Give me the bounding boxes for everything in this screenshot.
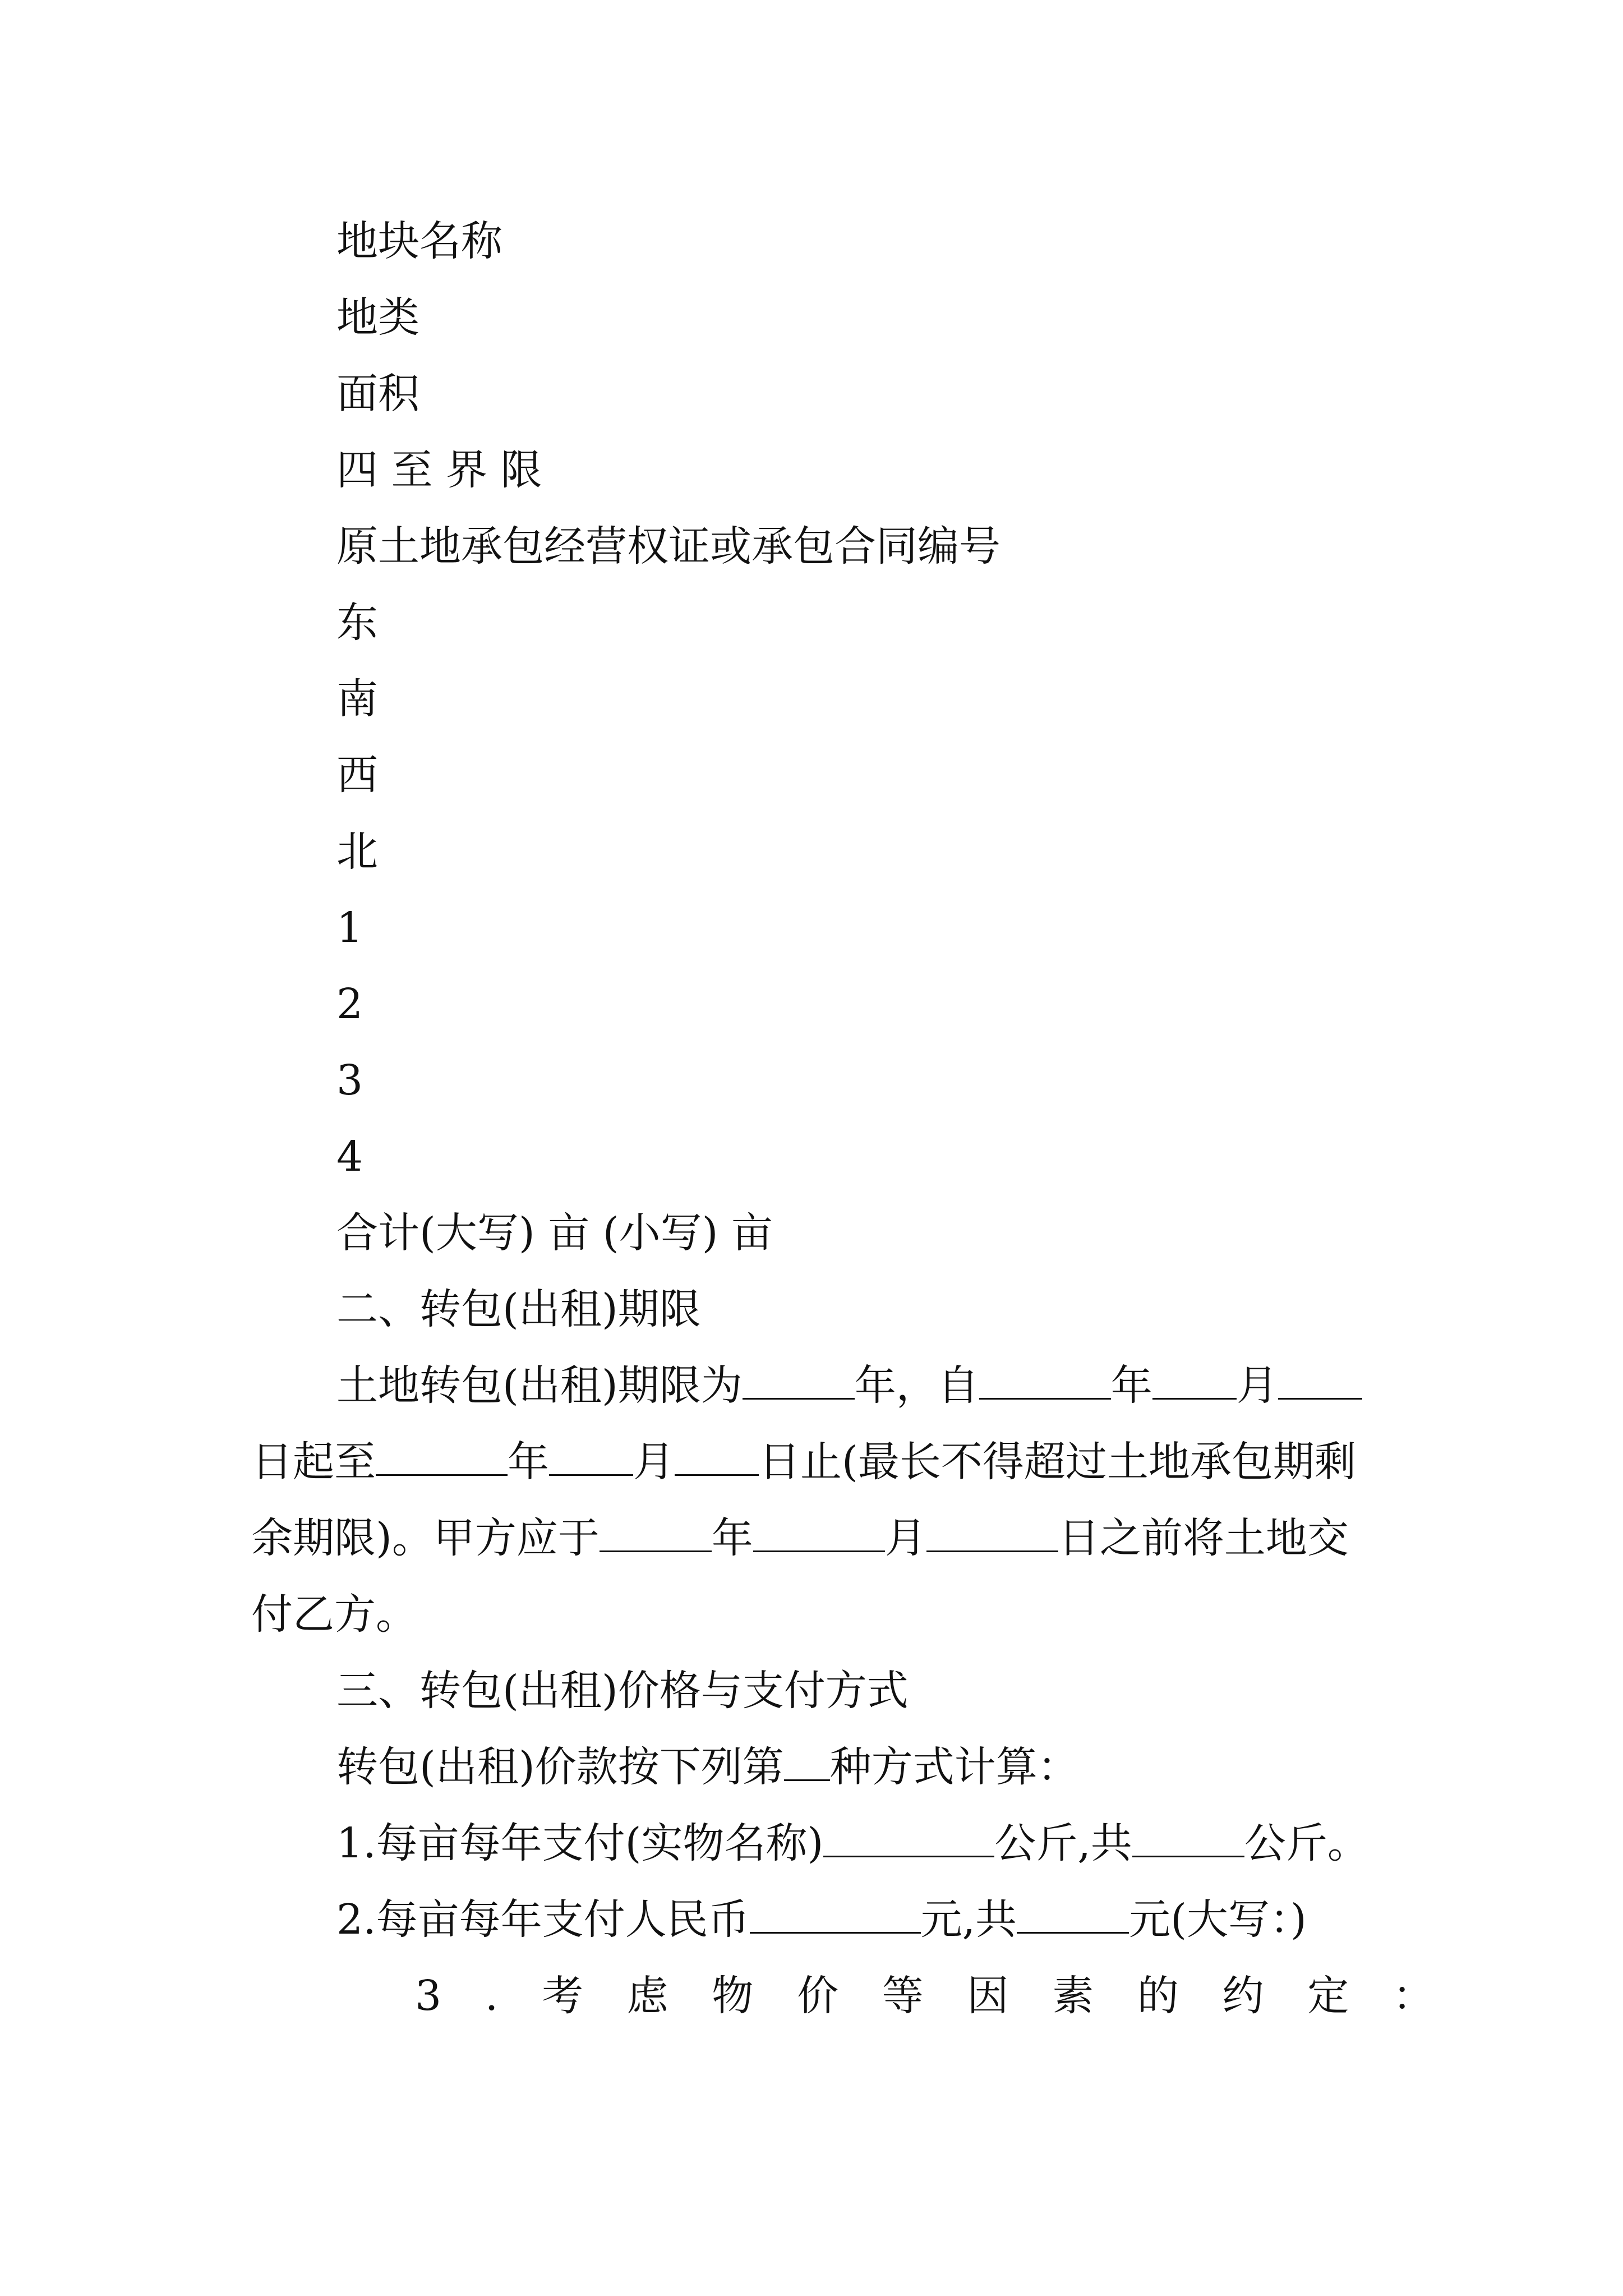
blank-delivery-month[interactable] xyxy=(753,1516,885,1552)
intro-text-b: 种方式计算： xyxy=(829,1743,1079,1791)
blank-delivery-year[interactable] xyxy=(600,1516,712,1552)
term-text-month-2: 月 xyxy=(633,1438,675,1486)
boundary-north: 北 xyxy=(336,827,378,876)
blank-kind-total[interactable] xyxy=(1132,1821,1244,1857)
blank-rmb-total[interactable] xyxy=(1017,1897,1129,1934)
total-area: 合计(大写) 亩 (小写) 亩 xyxy=(336,1209,773,1257)
field-boundaries: 四 至 界 限 xyxy=(336,446,542,494)
section3-item1 xyxy=(336,1815,1369,1871)
section3-item2 xyxy=(336,1892,1307,1948)
section3-intro xyxy=(336,1739,1079,1795)
row-number-2: 2 xyxy=(336,980,363,1028)
boundary-south: 南 xyxy=(336,675,378,723)
term-text-year: 年 xyxy=(1110,1361,1152,1410)
section2-heading: 二、转包(出租)期限 xyxy=(336,1285,701,1333)
item2-text-c: 元(大写：) xyxy=(1129,1895,1307,1944)
term-text-month-3: 月 xyxy=(884,1514,926,1562)
blank-end-month[interactable] xyxy=(549,1439,633,1476)
section3-heading: 三、转包(出租)价格与支付方式 xyxy=(336,1667,909,1715)
blank-start-day[interactable] xyxy=(1278,1363,1362,1400)
term-text-limit: 日止(最长不得超过土地承包期剩 xyxy=(759,1438,1356,1486)
row-number-3: 3 xyxy=(336,1056,363,1105)
term-text-day-to: 日起至 xyxy=(251,1438,376,1486)
section3-item3: 3.考虑物价等因素的约定： xyxy=(415,1972,1478,2020)
blank-start-month[interactable] xyxy=(1152,1363,1237,1400)
blank-end-day[interactable] xyxy=(675,1439,759,1476)
field-area: 面积 xyxy=(336,370,419,418)
term-text-delivery: 余期限)。甲方应于 xyxy=(251,1514,600,1562)
item1-text-a: 1.每亩每年支付(实物名称) xyxy=(336,1819,824,1867)
field-plot-name: 地块名称 xyxy=(336,217,502,265)
field-land-type: 地类 xyxy=(336,293,419,342)
term-text-year-3: 年 xyxy=(711,1514,753,1562)
field-cert-number: 原土地承包经营权证或承包合同编号 xyxy=(336,522,1000,570)
boundary-west: 西 xyxy=(336,751,378,799)
section2-paragraph-line1 xyxy=(336,1358,1362,1414)
term-text-month: 月 xyxy=(1236,1361,1278,1410)
item2-text-a: 2.每亩每年支付人民币 xyxy=(336,1895,750,1944)
blank-kind-amount[interactable] xyxy=(823,1821,994,1857)
section2-paragraph-line3 xyxy=(251,1510,1349,1566)
term-text-deliver-land: 日之前将土地交 xyxy=(1058,1514,1349,1562)
row-number-1: 1 xyxy=(336,904,363,952)
section2-paragraph-line4: 付乙方。 xyxy=(251,1590,417,1639)
blank-method-number[interactable] xyxy=(784,1745,830,1781)
section2-paragraph-line2 xyxy=(251,1434,1356,1490)
blank-delivery-day[interactable] xyxy=(926,1516,1058,1552)
blank-rmb-amount[interactable] xyxy=(750,1897,921,1934)
intro-text-a: 转包(出租)价款按下列第 xyxy=(336,1743,784,1791)
item1-text-c: 公斤。 xyxy=(1244,1819,1369,1867)
term-text-year-2: 年 xyxy=(508,1438,549,1486)
blank-end-year[interactable] xyxy=(376,1439,508,1476)
row-number-4: 4 xyxy=(336,1133,363,1181)
item2-text-b: 元,共 xyxy=(920,1895,1017,1944)
term-text-year-from: 年，自 xyxy=(854,1361,979,1410)
term-text-a: 土地转包(出租)期限为 xyxy=(336,1361,743,1410)
blank-start-year[interactable] xyxy=(979,1363,1111,1400)
item1-text-b: 公斤,共 xyxy=(994,1819,1132,1867)
blank-term-years[interactable] xyxy=(743,1363,855,1400)
boundary-east: 东 xyxy=(336,599,378,647)
